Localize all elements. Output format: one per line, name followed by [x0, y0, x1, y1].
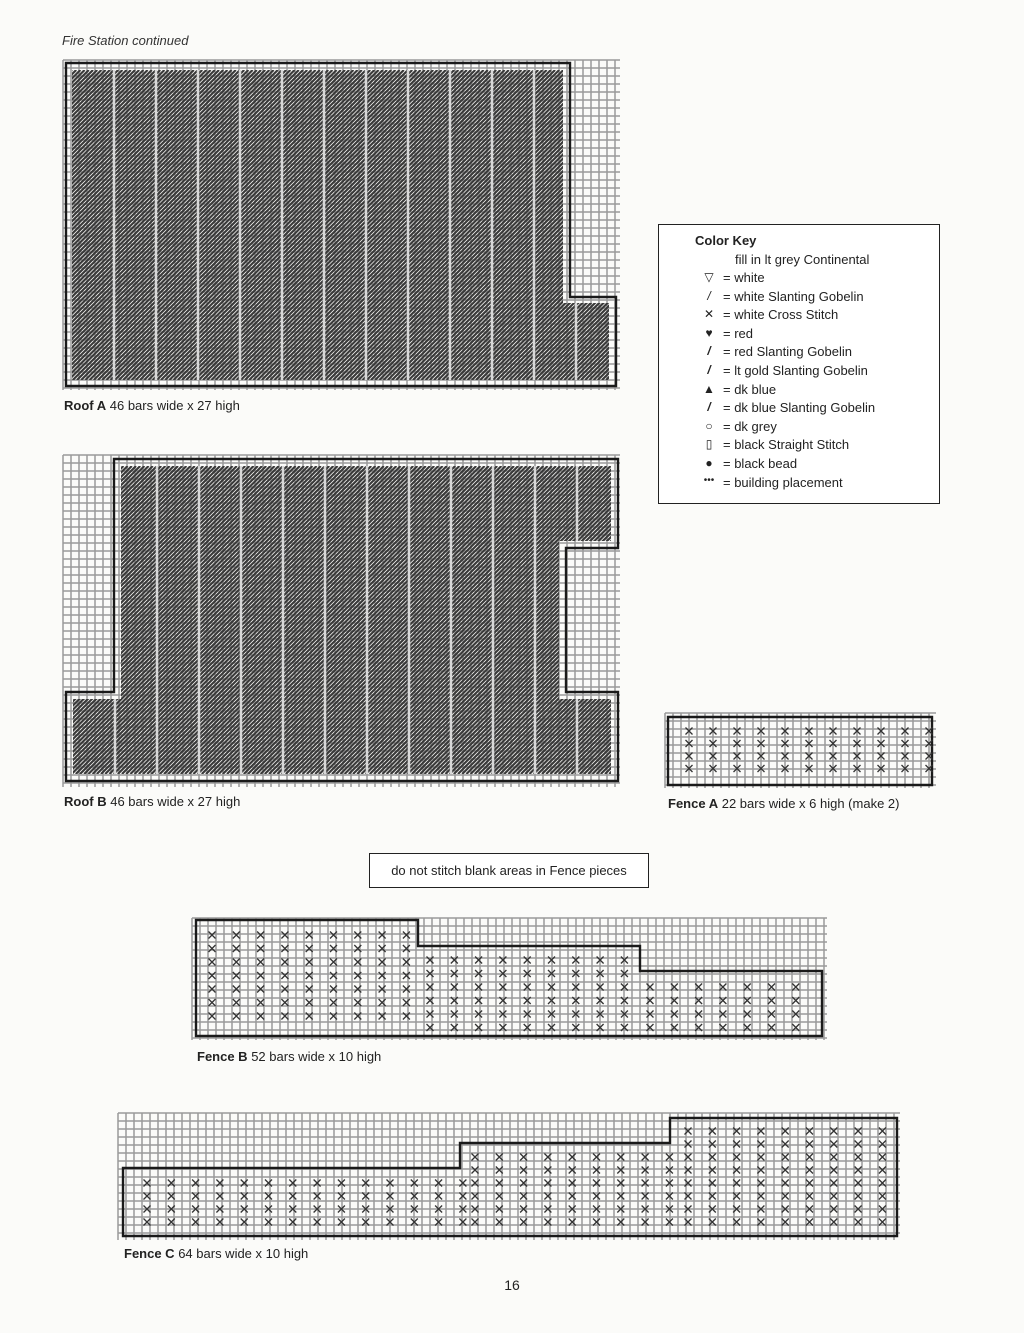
cross-stitch [257, 945, 264, 952]
cross-stitch [209, 986, 216, 993]
cross-stitch [233, 959, 240, 966]
slash-bold-icon: / [707, 344, 711, 359]
cross-stitch [233, 932, 240, 939]
color-key-item-label: = dk blue [723, 381, 777, 397]
fence-b-caption-name: Fence B [197, 1049, 248, 1064]
fence-b-grid [192, 918, 827, 1040]
color-key-item-label: = white [723, 270, 765, 285]
cross-stitch [617, 1167, 624, 1174]
triangle-up-filled-icon: ▲ [703, 381, 715, 396]
fence-c-grid [118, 1113, 900, 1240]
slash-long-icon: / [707, 400, 711, 415]
cross-stitch [830, 1141, 837, 1148]
cross-stitch [403, 932, 410, 939]
slash-medium-icon: / [707, 363, 711, 377]
straight-stitch-icon: ▯ [705, 437, 713, 452]
cross-stitch [830, 1154, 837, 1161]
cross-stitch [233, 999, 240, 1006]
fence-c-caption-size: 64 bars wide x 10 high [178, 1246, 309, 1261]
color-key-title: Color Key [695, 233, 757, 248]
cross-stitch [209, 959, 216, 966]
triangle-down-outline-icon: ▽ [704, 270, 714, 284]
cross-stitch [879, 1141, 886, 1148]
slash-thin-icon: / [707, 288, 711, 303]
fence-b-caption-size: 52 bars wide x 10 high [251, 1049, 382, 1064]
color-key-item-label: = building placement [723, 474, 843, 490]
roof-a-caption-name: Roof A [64, 398, 107, 413]
cross-stitch [593, 1154, 600, 1161]
cross-stitch [257, 972, 264, 979]
color-key-item-label: = red [723, 325, 753, 341]
roof-a-caption [64, 398, 240, 413]
cross-stitch [617, 1154, 624, 1161]
color-key-item-label: = black Straight Stitch [723, 437, 850, 453]
color-key-item-label: = dk blue Slanting Gobelin [723, 400, 876, 416]
page-number: 16 [504, 1277, 520, 1293]
cross-stitch [233, 972, 240, 979]
color-key-item-label: = white Cross Stitch [723, 307, 839, 323]
cross-stitch [830, 1167, 837, 1174]
dotted-line-icon: ••• [703, 474, 715, 486]
cross-stitch [855, 1154, 862, 1161]
cross-stitch [642, 1154, 649, 1161]
cross-stitch [257, 932, 264, 939]
fence-notice-box [369, 853, 649, 888]
cross-stitch [403, 945, 410, 952]
cross-stitch [233, 945, 240, 952]
cross-stitch [403, 986, 410, 993]
cross-stitch [806, 1167, 813, 1174]
cross-stitch [806, 1154, 813, 1161]
cross-stitch [806, 1141, 813, 1148]
cross-stitch [209, 999, 216, 1006]
cross-stitch [642, 1167, 649, 1174]
circle-outline-icon: ○ [705, 418, 713, 433]
fence-notice-text: do not stitch blank areas in Fence pieces [391, 863, 627, 878]
color-key-item-label: = white Slanting Gobelin [723, 288, 864, 304]
fence-a-outline [668, 717, 932, 785]
cross-stitch [403, 999, 410, 1006]
heart-icon: ♥ [705, 325, 713, 340]
cross-stitch-icon: ✕ [703, 307, 715, 322]
color-key-fill-note: fill in lt grey Continental [735, 252, 870, 267]
cross-stitch [879, 1154, 886, 1161]
roof-a-caption-size: 46 bars wide x 27 high [109, 398, 240, 413]
cross-stitch [233, 986, 240, 993]
roof-b-caption-name: Roof B [64, 794, 107, 809]
fence-c-caption-name: Fence C [124, 1246, 175, 1261]
fence-c-caption [124, 1246, 308, 1261]
roof-b-caption-size: 46 bars wide x 27 high [110, 794, 241, 809]
cross-stitch [855, 1167, 862, 1174]
fence-a-grid [665, 713, 936, 788]
cross-stitch [209, 972, 216, 979]
cross-stitch [209, 945, 216, 952]
cross-stitch [855, 1141, 862, 1148]
color-key-item-label: = lt gold Slanting Gobelin [723, 363, 868, 378]
color-key-item-label: = red Slanting Gobelin [723, 344, 853, 360]
cross-stitch [403, 972, 410, 979]
color-key-item-label: = black bead [723, 456, 798, 471]
cross-stitch [879, 1167, 886, 1174]
cross-stitch [403, 959, 410, 966]
cross-stitch [257, 999, 264, 1006]
page-header: Fire Station continued [62, 33, 189, 48]
fence-a-caption-size: 22 bars wide x 6 high (make 2) [721, 796, 900, 811]
color-key-box [658, 224, 940, 504]
fence-a-caption [668, 796, 899, 811]
fence-a-caption-name: Fence A [668, 796, 719, 811]
color-key-item-label: = dk grey [723, 418, 777, 434]
fence-b-caption [197, 1049, 381, 1064]
cross-stitch [257, 959, 264, 966]
cross-stitch [257, 986, 264, 993]
cross-stitch [593, 1167, 600, 1174]
cross-stitch [209, 932, 216, 939]
roof-b-caption [64, 794, 240, 809]
bead-dot-icon: ● [705, 456, 713, 470]
